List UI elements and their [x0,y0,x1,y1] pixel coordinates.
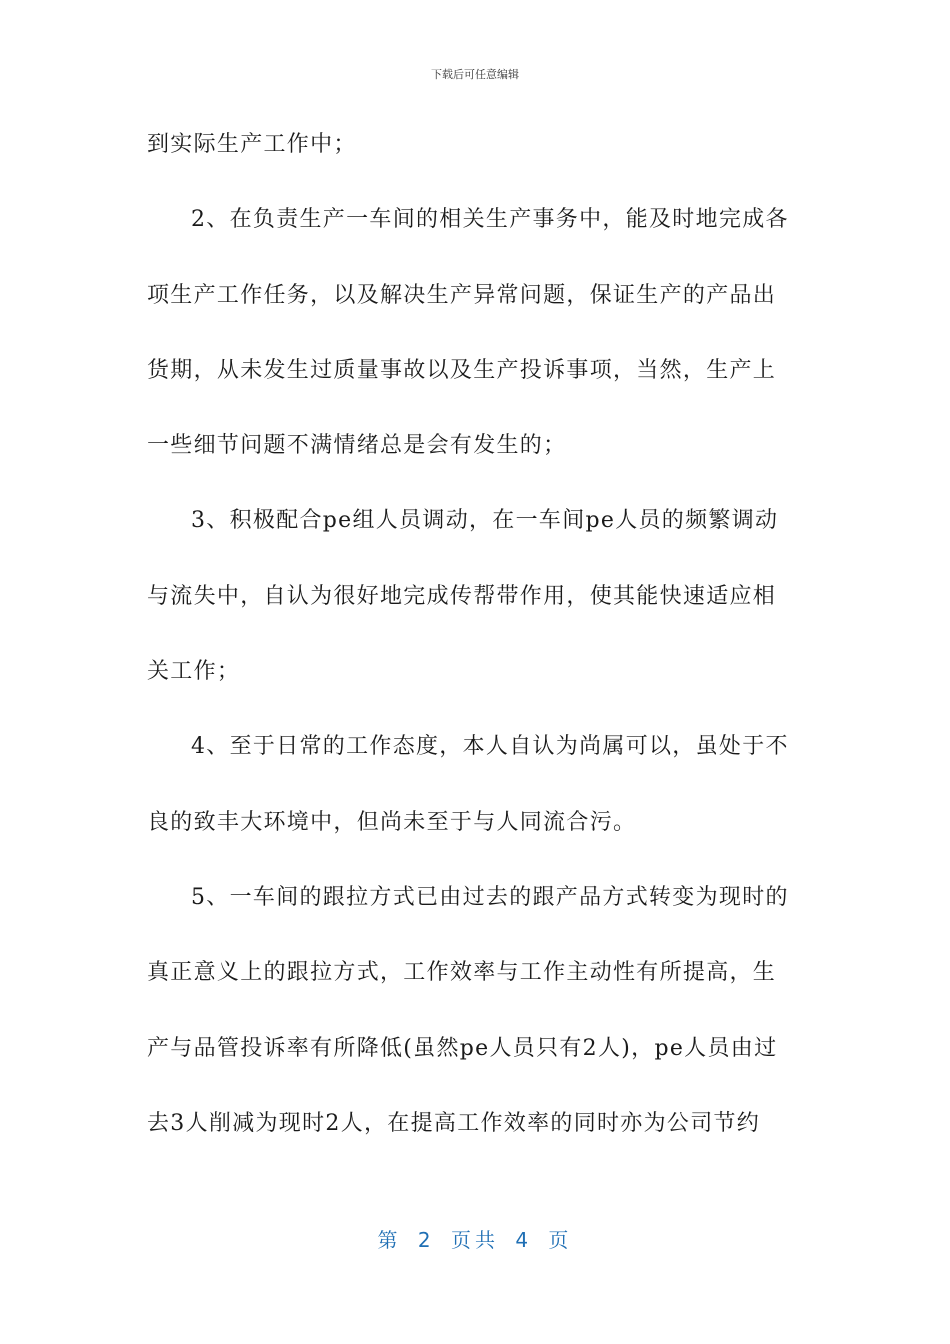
text-line: 4、至于日常的工作态度，本人自认为尚属可以，虽处于不 [191,734,789,760]
text-line: 一些细节问题不满情绪总是会有发生的； [147,433,567,459]
page-header: 下载后可任意编辑 [431,68,519,81]
page-number: 第 2 页共 4 页 [377,1228,573,1252]
document-body [147,118,807,1172]
text-line: 2、在负责生产一车间的相关生产事务中，能及时地完成各 [191,207,789,233]
text-line: 真正意义上的跟拉方式，工作效率与工作主动性有所提高，生 [147,960,777,986]
page-footer [0,1224,950,1253]
text-line: 3、积极配合pe组人员调动，在一车间pe人员的频繁调动 [191,508,779,534]
text-line: 5、一车间的跟拉方式已由过去的跟产品方式转变为现时的 [191,884,789,910]
text-line: 产与品管投诉率有所降低(虽然pe人员只有2人)，pe人员由过 [147,1035,778,1061]
text-line: 良的致丰大环境中，但尚未至于与人同流合污。 [147,809,637,835]
text-line: 关工作； [147,659,241,685]
text-line: 去3人削减为现时2人，在提高工作效率的同时亦为公司节约 [147,1110,761,1136]
text-line: 项生产工作任务，以及解决生产异常问题，保证生产的产品出 [147,282,777,308]
text-line: 与流失中，自认为很好地完成传帮带作用，使其能快速适应相 [147,583,777,609]
text-line: 货期，从未发生过质量事故以及生产投诉事项，当然，生产上 [147,357,777,383]
text-line: 到实际生产工作中； [147,132,357,157]
